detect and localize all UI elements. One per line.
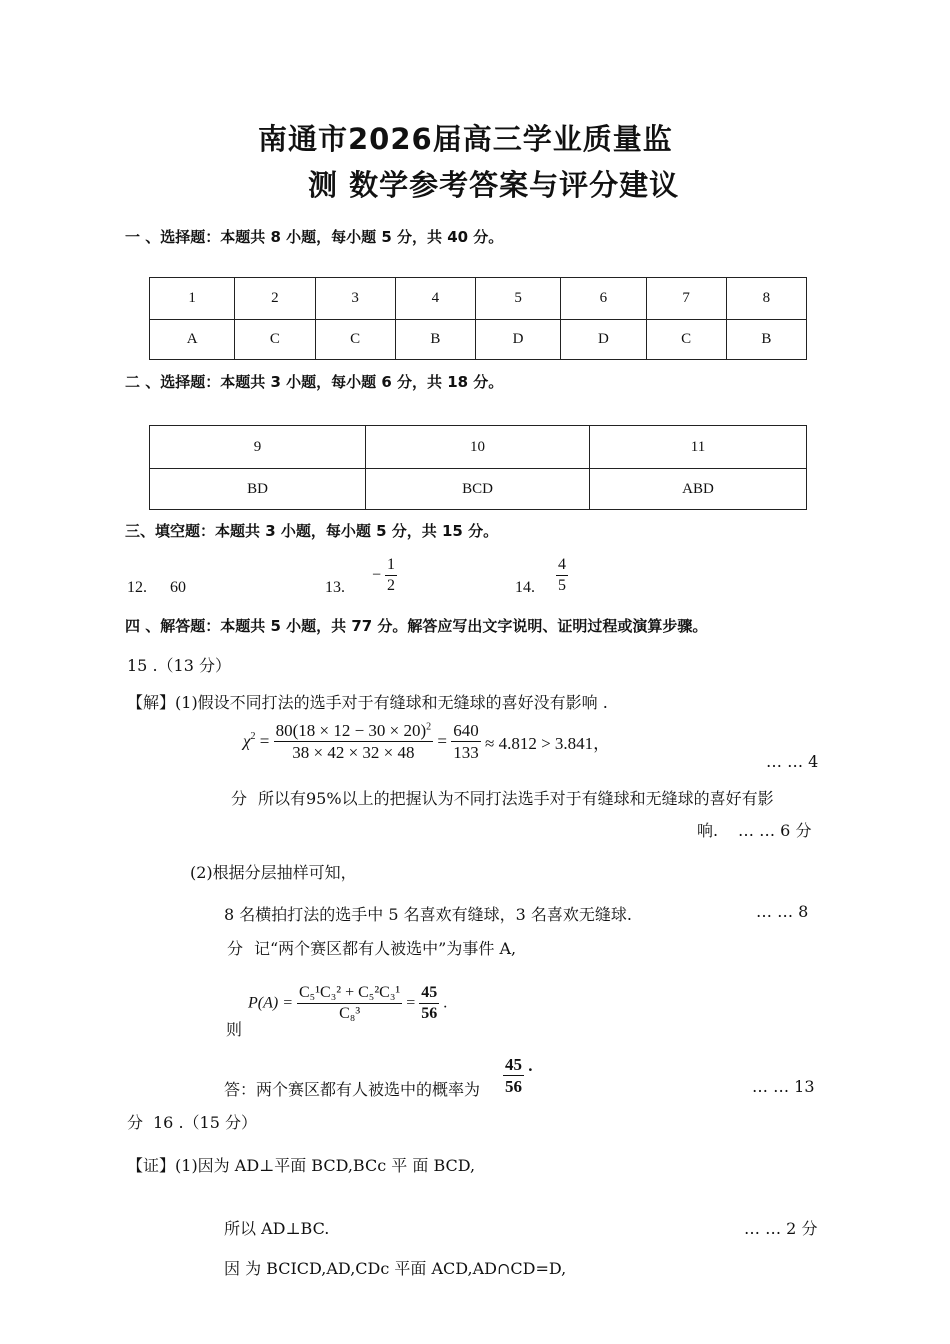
q15-part2-line: 8 名横拍打法的选手中 5 名喜欢有缝球，3 名喜欢无缝球.: [224, 905, 632, 924]
table-cell-number: 2: [235, 278, 315, 320]
q15-answer: 答：两个赛区都有人被选中的概率为: [224, 1080, 481, 1099]
table-cell-number: 4: [395, 278, 475, 320]
q15-conclusion: 所以有95%以上的把握认为不同打法选手对于有缝球和无缝球的喜好有影: [258, 789, 774, 808]
q13-answer: [372, 557, 397, 594]
fraction-numerator: 45: [505, 1055, 522, 1074]
fraction-denominator: 133: [453, 743, 479, 762]
section3-heading: 三、填空题：本题共 3 小题，每小题 5 分，共 15 分。: [125, 522, 499, 540]
table-cell-answer: A: [150, 320, 235, 360]
q14-answer: [556, 557, 568, 594]
section1-heading: 一 、选择题：本题共 8 小题，每小题 5 分，共 40 分。: [125, 228, 504, 246]
q13-fraction: [385, 557, 397, 594]
fraction-numerator: 45: [419, 985, 439, 1004]
probability-denominator: C₈³: [339, 1005, 361, 1022]
chi-fraction: $\frac{80(18 \times 12 - 30 \times 20)^2}{38 \times 42 \times 32 \times 48}$: [275, 721, 432, 762]
score-marker-4: … … 4: [766, 752, 819, 771]
table-cell-answer: D: [475, 320, 560, 360]
table-cell-answer: C: [235, 320, 315, 360]
q15-part1-text: (1)假设不同打法的选手对于有缝球和无缝球的喜好没有影响 .: [175, 693, 608, 712]
q16-line3: 因 为 BCICD,AD,CDc 平面 ACD,AD∩CD=D,: [224, 1259, 567, 1278]
q12-label: 12.: [127, 579, 147, 596]
q16-line2: 所以 AD⊥BC.: [224, 1219, 330, 1238]
q15-part1: [127, 690, 608, 713]
fraction-denominator: 56: [505, 1077, 522, 1096]
table-cell-number: 10: [366, 426, 590, 469]
fraction-numerator: 1: [385, 557, 397, 576]
table-cell-number: 8: [726, 278, 806, 320]
q16-header: 16 .（15 分）: [153, 1113, 257, 1132]
table-cell-number: 11: [590, 426, 807, 469]
fraction-numerator: 640: [453, 721, 479, 740]
table-cell-answer: D: [561, 320, 646, 360]
score-marker-8: … … 8: [756, 902, 809, 921]
chi-symbol: χ: [243, 731, 251, 751]
q16-part1-text: (1)因为 AD⊥平面 BCD,BCc 平 面 BCD,: [175, 1156, 476, 1175]
page-title-line1: 南通市2026届高三学业质量监: [258, 122, 673, 156]
q15-event: 记“两个赛区都有人被选中”为事件 A,: [254, 939, 517, 958]
q14-label: 14.: [515, 579, 535, 596]
section1-answer-table: [149, 277, 807, 360]
q16-part1: [127, 1153, 475, 1176]
score-marker-13: … … 13: [752, 1077, 815, 1096]
q14-fraction: [556, 557, 568, 594]
section2-answer-table: [149, 425, 807, 510]
score-unit-4: 分: [231, 789, 248, 808]
table-cell-answer: C: [315, 320, 395, 360]
probability-formula: P(A) = $\frac{\text{C₅¹C₃² + C₅²C₃¹}}{\text{C₈³}}$ = $\frac{45}{56}$ .: [248, 984, 448, 1022]
solution-tag: 【解】: [127, 693, 176, 712]
probability-lhs: P(A) =: [248, 994, 293, 1012]
table-cell-answer: B: [395, 320, 475, 360]
probability-numerator: C₅¹C₃² + C₅²C₃¹: [297, 985, 402, 1004]
chi-square-formula: $\chi^2$ = $\frac{80(18 \times 12 - 30 \times 20)^2}{38 \times 42 \times 32 \times 48}$ = $\frac{640}{133}$ ≈ 4.812 > 3.841，: [243, 721, 611, 762]
chi-numerator: 80(18 × 12 − 30 × 20): [275, 721, 427, 740]
table-cell-number: 6: [561, 278, 646, 320]
q15-conclusion-end: 响.: [697, 821, 719, 840]
score-marker-2: … … 2 分: [744, 1219, 818, 1238]
table-cell-number: 3: [315, 278, 395, 320]
fraction-denominator: 56: [421, 1005, 438, 1022]
table-cell-number: 5: [475, 278, 560, 320]
table-cell-number: 1: [150, 278, 235, 320]
table-cell-answer: BCD: [366, 469, 590, 510]
score-unit-8: 分: [227, 939, 244, 958]
probability-result: [419, 985, 439, 1022]
fraction-denominator: 5: [558, 577, 566, 594]
proof-tag: 【证】: [127, 1156, 176, 1175]
score-marker-6: … … 6 分: [738, 821, 812, 840]
probability-fraction: [297, 985, 402, 1022]
section4-heading: 四 、解答题：本题共 5 小题，共 77 分。解答应写出文字说明、证明过程或演算步骤。: [125, 617, 708, 635]
table-cell-answer: ABD: [590, 469, 807, 510]
table-cell-number: 7: [646, 278, 726, 320]
table-cell-answer: BD: [150, 469, 366, 510]
table-cell-answer: B: [726, 320, 806, 360]
table-cell-number: 9: [150, 426, 366, 469]
q15-answer-fraction: $\frac{45}{56}$ .: [505, 1055, 533, 1096]
q13-sign: −: [372, 566, 382, 584]
fraction-denominator: 2: [387, 577, 396, 594]
chi-denominator: 38 × 42 × 32 × 48: [292, 743, 415, 762]
q15-part2: (2)根据分层抽样可知，: [190, 863, 357, 882]
score-unit-13: 分: [127, 1113, 144, 1132]
then-label: 则: [226, 1020, 243, 1039]
chi-fraction-result: [451, 722, 481, 761]
q13-label: 13.: [325, 579, 345, 596]
fraction-numerator: 4: [556, 557, 568, 576]
q15-header: 15 .（13 分）: [127, 656, 231, 675]
section2-heading: 二 、选择题：本题共 3 小题，每小题 6 分，共 18 分。: [125, 373, 504, 391]
page-title-line2: 测 数学参考答案与评分建议: [308, 168, 680, 202]
table-cell-answer: C: [646, 320, 726, 360]
q12-answer: 60: [170, 579, 186, 596]
chi-comparison: ≈ 4.812 > 3.841，: [485, 734, 611, 753]
